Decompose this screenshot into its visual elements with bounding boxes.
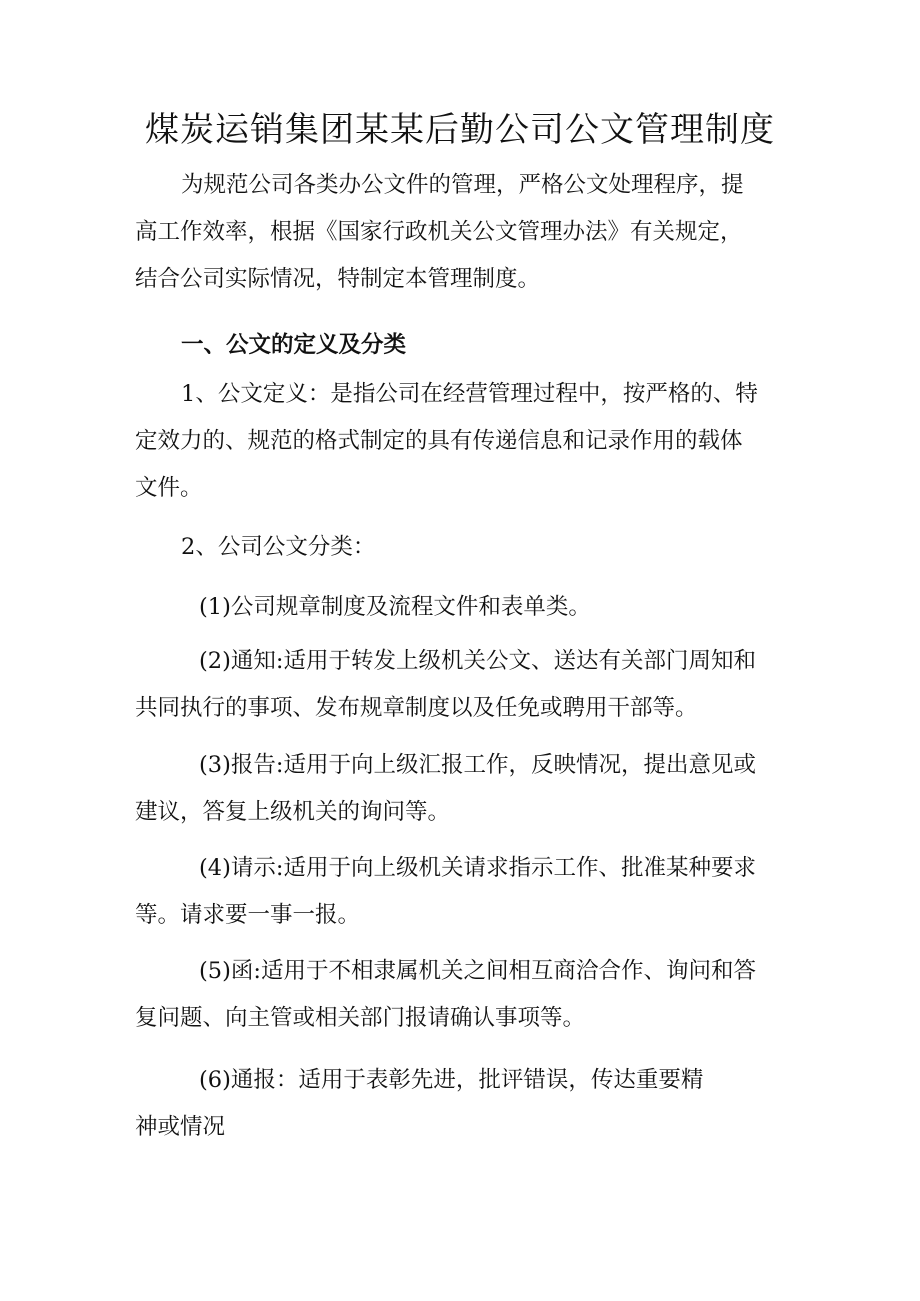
intro-line: 结合公司实际情况，特制定本管理制度。 [135,266,541,292]
definition-paragraph [135,371,758,512]
item-line: (5)函:适用于不相隶属机关之间相互商洽合作、询问和答 [199,958,756,984]
item-line: (6)通报：适用于表彰先进，批评错误，传达重要精 [199,1067,704,1093]
definition-line: 定效力的、规范的格式制定的具有传递信息和记录作用的载体 [135,428,743,454]
item-line: (1)公司规章制度及流程文件和表单类。 [199,594,591,620]
definition-line: 文件。 [135,475,203,501]
section-heading: 一、公文的定义及分类 [181,332,407,358]
item-2 [135,638,756,732]
item-line: 等。请求要一事一报。 [135,902,361,928]
item-3 [135,742,756,836]
item-line: (4)请示:适用于向上级机关请求指示工作、批准某种要求 [199,855,756,881]
classification-heading [181,524,375,571]
item-4 [135,845,756,939]
item-1 [199,584,591,631]
document-title: 煤炭运销集团某某后勤公司公文管理制度 [145,110,775,150]
intro-line: 为规范公司各类办公文件的管理，严格公文处理程序，提 [181,172,744,198]
item-5 [135,948,756,1042]
item-line: (3)报告:适用于向上级汇报工作，反映情况，提出意见或 [199,752,756,778]
item-line: (2)通知:适用于转发上级机关公文、送达有关部门周知和 [199,648,756,674]
item-6 [135,1057,703,1151]
item-line: 共同执行的事项、发布规章制度以及任免或聘用干部等。 [135,695,698,721]
item-line: 神或情况 [135,1114,226,1140]
intro-line: 高工作效率，根据《国家行政机关公文管理办法》有关规定， [135,219,743,245]
definition-line: 1、公文定义：是指公司在经营管理过程中，按严格的、特 [181,381,758,407]
intro-paragraph [135,162,744,303]
item-line: 复问题、向主管或相关部门报请确认事项等。 [135,1005,586,1031]
classification-heading-text: 2、公司公文分类： [181,534,376,560]
item-line: 建议，答复上级机关的询问等。 [135,799,451,825]
